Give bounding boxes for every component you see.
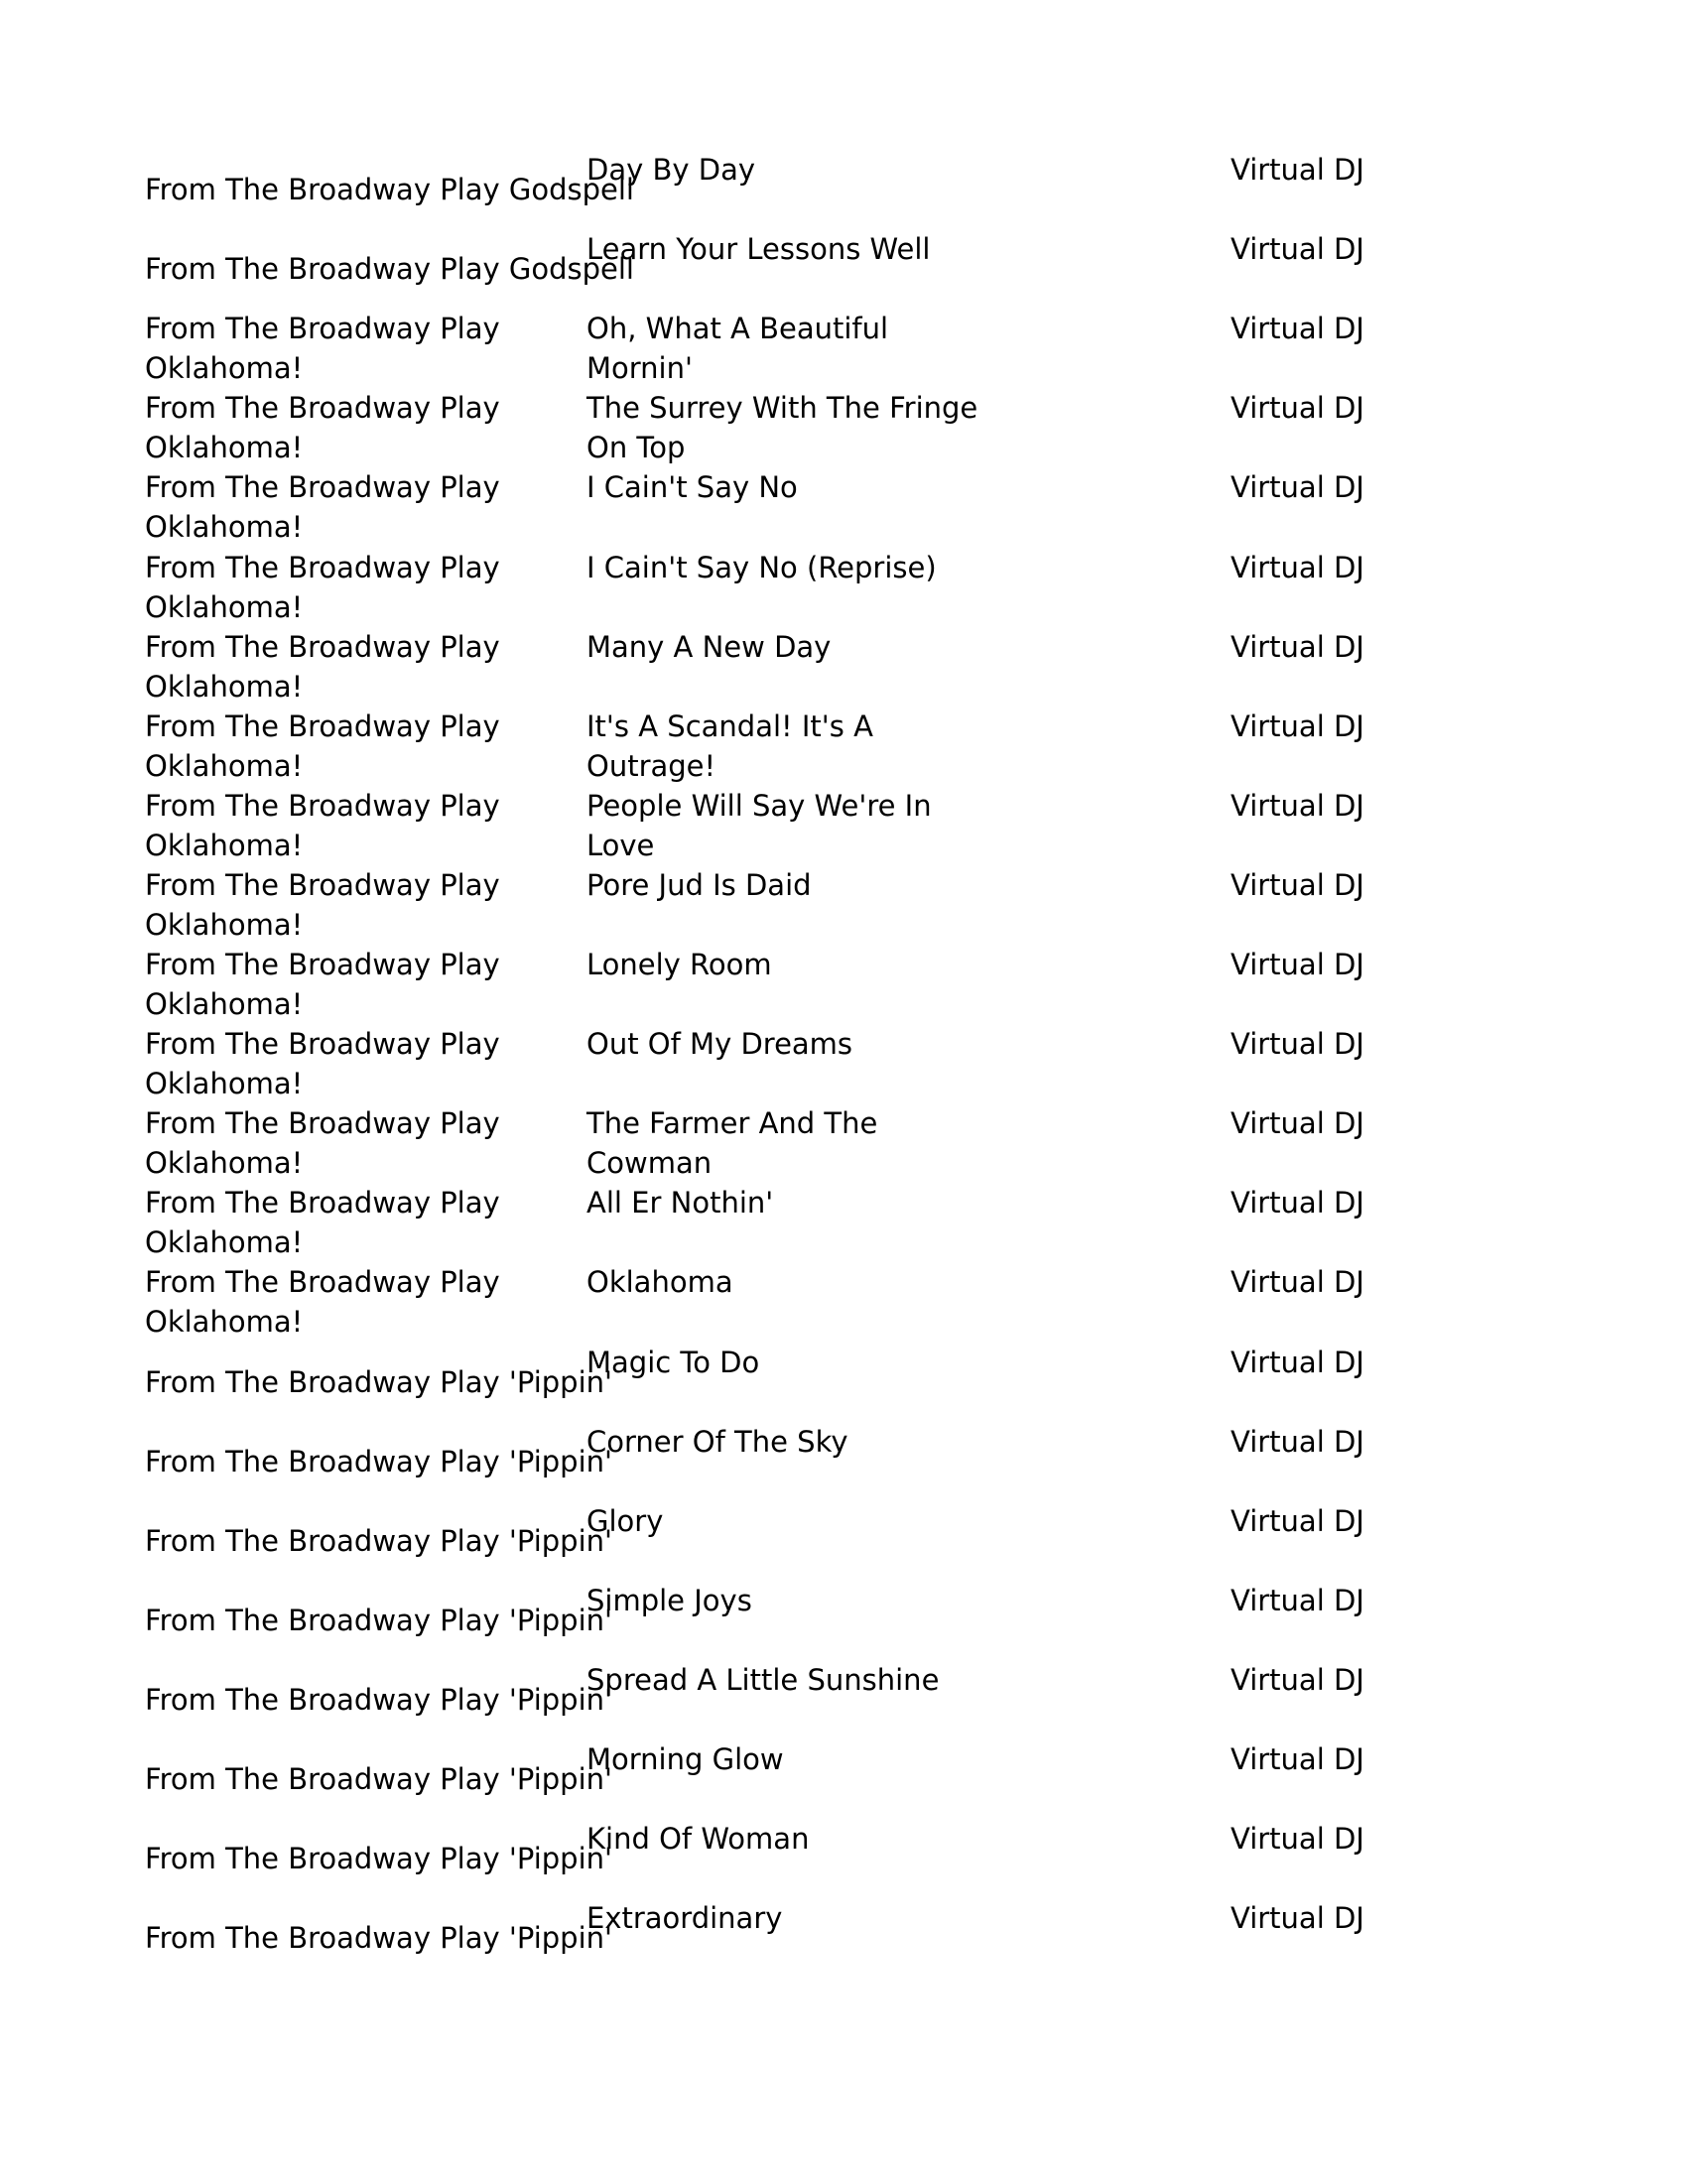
song-row: [0, 707, 1687, 786]
song-row: [0, 1422, 1687, 1501]
source-cell: Virtual DJ: [1231, 629, 1364, 664]
song-row: [0, 1262, 1687, 1342]
song-row: [0, 1343, 1687, 1422]
source-cell: Virtual DJ: [1231, 948, 1364, 981]
song-row: [0, 945, 1687, 1024]
source-cell: Virtual DJ: [1231, 867, 1364, 902]
source-cell: Virtual DJ: [1231, 788, 1364, 823]
source-cell: Virtual DJ: [1231, 391, 1364, 426]
artist-cell: From The Broadway Play Oklahoma!: [145, 1265, 500, 1340]
source-cell: Virtual DJ: [1231, 1027, 1364, 1062]
song-title-cell: Oklahoma: [586, 1265, 733, 1300]
song-row: [0, 1024, 1687, 1103]
song-row: [0, 150, 1687, 229]
source-cell: Virtual DJ: [1231, 1583, 1364, 1617]
song-title-cell: I Cain't Say No: [586, 470, 798, 505]
song-row: [0, 1739, 1687, 1819]
source-cell: Virtual DJ: [1231, 312, 1364, 346]
artist-cell: From The Broadway Play 'Pippin': [145, 1682, 612, 1717]
artist-cell: From The Broadway Play Oklahoma!: [145, 312, 500, 386]
song-row: [0, 229, 1687, 309]
source-cell: Virtual DJ: [1231, 1901, 1364, 1936]
song-row: [0, 309, 1687, 388]
song-title-cell: Pore Jud Is Daid: [586, 867, 812, 902]
artist-cell: From The Broadway Play 'Pippin': [145, 1842, 612, 1876]
artist-cell: From The Broadway Play Godspell: [145, 173, 634, 206]
artist-cell: From The Broadway Play 'Pippin': [145, 1603, 612, 1637]
song-title-cell: The Surrey With The Fringe On Top: [586, 391, 978, 465]
artist-cell: From The Broadway Play 'Pippin': [145, 1762, 612, 1796]
artist-cell: From The Broadway Play 'Pippin': [145, 1444, 612, 1478]
song-row: [0, 388, 1687, 467]
source-cell: Virtual DJ: [1231, 1265, 1364, 1300]
artist-cell: From The Broadway Play Godspell: [145, 252, 634, 287]
source-cell: Virtual DJ: [1231, 232, 1364, 267]
song-title-cell: The Farmer And The Cowman: [586, 1106, 878, 1181]
song-title-cell: All Er Nothin': [586, 1186, 774, 1220]
source-cell: Virtual DJ: [1231, 550, 1364, 584]
source-cell: Virtual DJ: [1231, 1345, 1364, 1379]
artist-cell: From The Broadway Play 'Pippin': [145, 1921, 612, 1956]
song-row: [0, 1898, 1687, 1978]
artist-cell: From The Broadway Play 'Pippin': [145, 1364, 612, 1399]
song-title-cell: Extraordinary: [586, 1901, 783, 1936]
song-title-cell: Corner Of The Sky: [586, 1424, 848, 1459]
source-cell: Virtual DJ: [1231, 1503, 1364, 1538]
song-row: [0, 627, 1687, 707]
artist-cell: From The Broadway Play Oklahoma!: [145, 708, 500, 783]
song-row: [0, 1660, 1687, 1739]
artist-cell: From The Broadway Play Oklahoma!: [145, 1186, 500, 1260]
song-row: [0, 1581, 1687, 1660]
source-cell: Virtual DJ: [1231, 708, 1364, 743]
source-cell: Virtual DJ: [1231, 1106, 1364, 1141]
source-cell: Virtual DJ: [1231, 1186, 1364, 1220]
source-cell: Virtual DJ: [1231, 153, 1364, 187]
song-row: [0, 467, 1687, 547]
artist-cell: From The Broadway Play Oklahoma!: [145, 1027, 500, 1101]
song-title-cell: Lonely Room: [586, 948, 772, 981]
song-title-cell: Spread A Little Sunshine: [586, 1662, 940, 1697]
song-row: [0, 786, 1687, 865]
artist-cell: From The Broadway Play Oklahoma!: [145, 470, 500, 545]
artist-cell: From The Broadway Play Oklahoma!: [145, 391, 500, 465]
artist-cell: From The Broadway Play Oklahoma!: [145, 788, 500, 862]
artist-cell: From The Broadway Play Oklahoma!: [145, 867, 500, 942]
source-cell: Virtual DJ: [1231, 470, 1364, 505]
song-title-cell: Many A New Day: [586, 629, 832, 664]
song-title-cell: It's A Scandal! It's A Outrage!: [586, 708, 873, 783]
song-title-cell: Learn Your Lessons Well: [586, 232, 931, 267]
artist-cell: From The Broadway Play Oklahoma!: [145, 948, 500, 1021]
source-cell: Virtual DJ: [1231, 1424, 1364, 1459]
song-title-cell: People Will Say We're In Love: [586, 788, 932, 862]
song-title-cell: Day By Day: [586, 153, 756, 187]
song-row: [0, 1103, 1687, 1183]
song-title-cell: Simple Joys: [586, 1583, 752, 1617]
song-row: [0, 1819, 1687, 1898]
song-title-cell: Out Of My Dreams: [586, 1027, 853, 1062]
song-title-cell: Magic To Do: [586, 1345, 760, 1379]
song-title-cell: Morning Glow: [586, 1742, 784, 1776]
artist-cell: From The Broadway Play 'Pippin': [145, 1523, 612, 1558]
artist-cell: From The Broadway Play Oklahoma!: [145, 550, 500, 624]
source-cell: Virtual DJ: [1231, 1822, 1364, 1857]
source-cell: Virtual DJ: [1231, 1742, 1364, 1776]
song-title-cell: Oh, What A Beautiful Mornin': [586, 312, 889, 386]
artist-cell: From The Broadway Play Oklahoma!: [145, 629, 500, 704]
artist-cell: From The Broadway Play Oklahoma!: [145, 1106, 500, 1181]
song-row: [0, 1501, 1687, 1581]
song-title-cell: Glory: [586, 1503, 664, 1538]
song-row: [0, 548, 1687, 627]
song-row: [0, 865, 1687, 945]
song-row: [0, 1183, 1687, 1262]
song-title-cell: Kind Of Woman: [586, 1822, 810, 1857]
source-cell: Virtual DJ: [1231, 1662, 1364, 1697]
song-title-cell: I Cain't Say No (Reprise): [586, 550, 937, 584]
